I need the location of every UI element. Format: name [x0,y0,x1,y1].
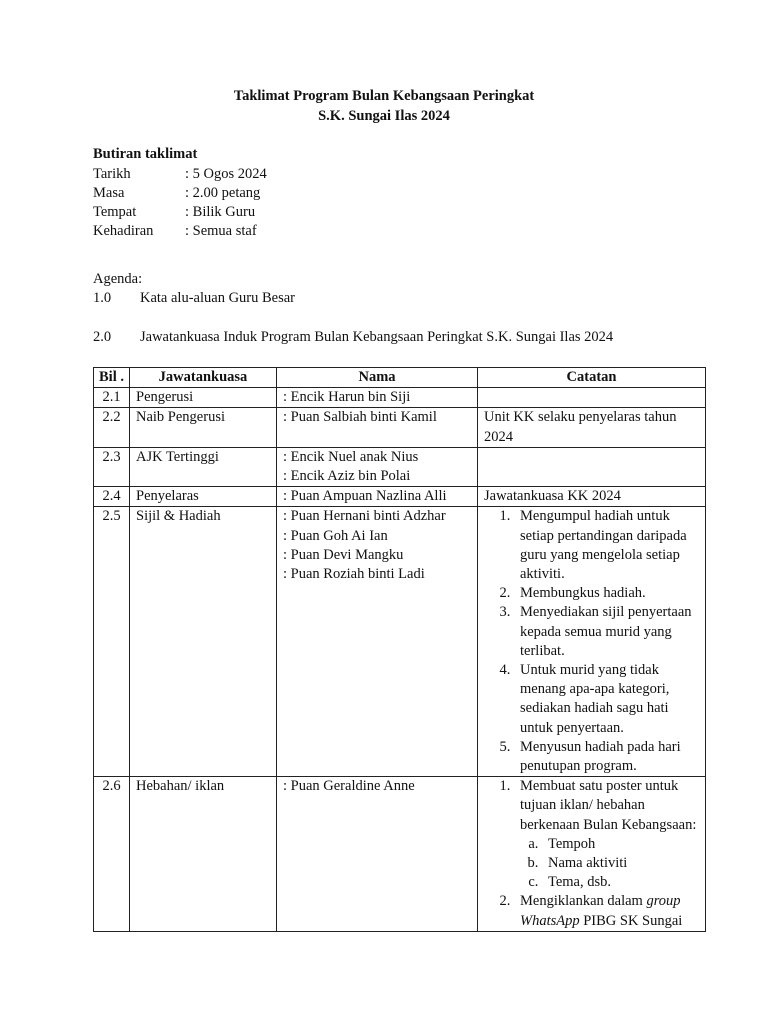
cell-catatan: Unit KK selaku penyelaras tahun 2024 [478,408,706,447]
note-item: 5. Menyusun hadiah pada hari penutupan program. [514,738,699,776]
member-name: : Puan Salbiah binti Kamil [283,409,437,426]
table-header-row [94,368,706,388]
member-name: : Encik Aziz bin Polai [283,468,411,485]
note-item: 2. Membungkus hadiah. [514,584,699,603]
member-name: : Puan Geraldine Anne [283,778,415,795]
sub-note-item: c. Tema, dsb. [542,873,699,892]
briefing-details [93,145,267,242]
header-bil: Bil . [94,368,130,388]
table-row [94,447,706,486]
cell-bil: 2.3 [94,447,130,486]
agenda-item-2 [93,328,613,347]
cell-catatan [478,507,706,777]
detail-label: Masa [93,184,125,201]
cell-nama [277,447,478,486]
member-name: : Puan Devi Mangku [283,546,404,563]
detail-label: Tempat [93,204,137,221]
cell-nama [277,487,478,507]
note-item [514,777,699,892]
agenda-number: 1.0 [93,290,112,306]
sub-notes-list [520,835,699,893]
detail-row-place [93,203,267,222]
details-heading: Butiran taklimat [93,146,198,162]
cell-bil: 2.5 [94,507,130,777]
cell-nama [277,408,478,447]
cell-bil: 2.2 [94,408,130,447]
note-item: 4. Untuk murid yang tidak menang apa-apa kategori, sediakan hadiah sagu hati untuk penyertaan. [514,661,699,738]
table-row [94,777,706,932]
cell-bil: 2.4 [94,487,130,507]
detail-label: Tarikh [93,165,131,182]
table-row [94,487,706,507]
cell-catatan [478,777,706,932]
detail-value: : 5 Ogos 2024 [185,165,267,182]
detail-row-time [93,184,267,203]
member-name: : Puan Ampuan Nazlina Alli [283,488,447,505]
agenda-number: 2.0 [93,329,112,345]
member-name: : Puan Hernani binti Adzhar [283,508,446,525]
detail-row-attendance [93,222,267,241]
detail-value: : Bilik Guru [185,204,256,221]
agenda-text: Jawatankuasa Induk Program Bulan Kebangsaan Peringkat S.K. Sungai Ilas 2024 [140,329,614,345]
agenda-label: Agenda: [93,271,143,287]
cell-jawatankuasa: Sijil & Hadiah [130,507,277,777]
cell-bil: 2.1 [94,388,130,408]
agenda-text: Kata alu-aluan Guru Besar [140,290,296,306]
title-line-2: S.K. Sungai Ilas 2024 [318,108,450,124]
cell-nama [277,777,478,932]
cell-catatan [478,447,706,486]
member-name: : Puan Goh Ai Ian [283,527,388,544]
note-text: Membuat satu poster untuk tujuan iklan/ hebahan berkenaan Bulan Kebangsaan: [520,778,697,833]
title-line-1: Taklimat Program Bulan Kebangsaan Peringkat [233,88,535,104]
cell-jawatankuasa: Hebahan/ iklan [130,777,277,932]
cell-jawatankuasa: Pengerusi [130,388,277,408]
committee-table [93,367,706,932]
detail-label: Kehadiran [93,223,154,240]
cell-catatan: Jawatankuasa KK 2024 [478,487,706,507]
cell-jawatankuasa: Naib Pengerusi [130,408,277,447]
member-name: : Encik Harun bin Siji [283,389,411,406]
cell-nama [277,507,478,777]
note-text-emphasis: group WhatsApp [520,893,681,929]
detail-value: : Semua staf [185,223,257,240]
note-item: 3. Menyediakan sijil penyertaan kepada semua murid yang terlibat. [514,603,699,661]
header-jawatankuasa: Jawatankuasa [130,368,277,388]
member-name: : Puan Roziah binti Ladi [283,566,425,583]
cell-nama [277,388,478,408]
note-text-pre: Mengiklankan dalam [520,893,647,910]
header-catatan: Catatan [478,368,706,388]
note-item: 1. Mengumpul hadiah untuk setiap pertandingan daripada guru yang mengelola setiap aktiviti. [514,507,699,584]
sub-note-item: b. Nama aktiviti [542,854,699,873]
document-title [0,87,768,127]
sub-note-item: a. Tempoh [542,835,699,854]
agenda-item-1 [93,289,295,308]
header-nama: Nama [277,368,478,388]
member-name: : Encik Nuel anak Nius [283,448,419,465]
table-row [94,388,706,408]
notes-list [484,507,699,776]
table-row [94,507,706,777]
detail-row-date [93,165,267,184]
cell-catatan [478,388,706,408]
cell-jawatankuasa: AJK Tertinggi [130,447,277,486]
note-item [514,892,699,930]
detail-value: : 2.00 petang [185,184,261,201]
cell-bil: 2.6 [94,777,130,932]
note-text-post: PIBG SK Sungai [579,912,683,929]
table-row [94,408,706,447]
notes-list [484,777,699,931]
cell-jawatankuasa: Penyelaras [130,487,277,507]
